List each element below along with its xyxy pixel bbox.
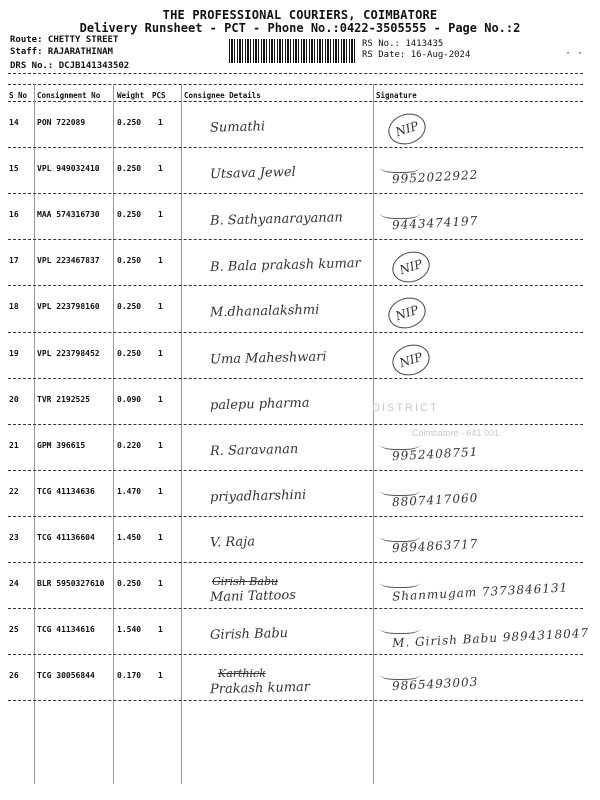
faded-stamp (372, 402, 582, 444)
row-pcs: 1 (158, 625, 163, 635)
row-weight: 0.090 (117, 394, 142, 404)
consignee-name: B. Sathyanarayanan (209, 210, 344, 229)
row-sno: 22 (9, 486, 19, 496)
row-weight: 0.250 (117, 302, 142, 312)
signature-text: 9443474197 (391, 213, 479, 233)
consignee-name: priyadharshini (209, 487, 307, 506)
col-divider (34, 84, 35, 784)
signature-scribble (380, 206, 420, 219)
row-separator (8, 608, 583, 609)
row-pcs: 1 (158, 440, 163, 450)
stamp-line-1: DISTRICT (372, 402, 439, 414)
signature-text: 9865493003 (391, 674, 479, 694)
row-weight: 1.540 (117, 625, 142, 635)
col-consignee: Consignee Details (184, 91, 261, 100)
row-pcs: 1 (158, 210, 163, 220)
row-weight: 0.250 (117, 164, 142, 174)
row-pcs: 1 (158, 532, 163, 542)
row-sno: 20 (9, 394, 19, 404)
signature-text: 9894863717 (391, 536, 479, 556)
row-weight: 0.170 (117, 671, 142, 681)
row-sno: 17 (9, 256, 19, 266)
row-consignment-no: GPM 396615 (37, 440, 86, 450)
row-sno: 23 (9, 532, 19, 542)
signature-text: M. Girish Babu 9894318047 (391, 625, 590, 651)
consignee-name: Utsava Jewel (209, 164, 296, 183)
route-label: Route: CHETTY STREET (10, 35, 119, 45)
row-consignment-no: BLR 5950327610 (37, 579, 105, 588)
row-consignment-no: TCG 41136604 (37, 532, 95, 542)
signature-text: 8807417060 (391, 490, 479, 510)
row-weight: 0.220 (117, 440, 142, 450)
header-bottom-rule (8, 101, 583, 102)
row-consignment-no: VPL 949032410 (37, 164, 100, 174)
row-weight: 0.250 (117, 579, 142, 588)
row-consignment-no: TCG 41134636 (37, 486, 95, 496)
row-sno: 16 (9, 210, 19, 220)
row-consignment-no: TCG 41134616 (37, 625, 95, 635)
runsheet-subtitle: Delivery Runsheet - PCT - Phone No.:0422-3505555 - Page No.:2 (79, 21, 521, 35)
struck-name: Girish Babu (212, 575, 279, 588)
rs-date: RS Date: 16-Aug-2024 (362, 50, 471, 60)
signature-scribble (380, 575, 420, 588)
row-sno: 25 (9, 625, 19, 635)
row-sno: 14 (9, 118, 19, 127)
col-signature: Signature (376, 91, 417, 100)
row-weight: 0.250 (117, 256, 142, 266)
col-divider (181, 84, 182, 784)
col-pcs: PCS (152, 91, 166, 100)
signature-text: 9952408751 (391, 444, 479, 463)
header-rule (8, 73, 583, 74)
row-pcs: 1 (158, 164, 163, 174)
consignee-name: Mani Tattoos (209, 587, 297, 606)
row-pcs: 1 (158, 348, 163, 358)
row-sno: 18 (9, 302, 19, 312)
col-divider (113, 84, 114, 784)
row-sno: 26 (9, 671, 19, 681)
row-pcs: 1 (158, 671, 163, 681)
consignee-name: Uma Maheshwari (209, 348, 327, 368)
barcode (229, 39, 357, 63)
signature-scribble (380, 621, 420, 634)
row-consignment-no: TCG 30056844 (37, 671, 95, 681)
row-weight: 1.450 (117, 532, 142, 542)
consignee-name: palepu pharma (209, 395, 310, 413)
consignee-name: R. Saravanan (209, 441, 299, 459)
table-top-rule (8, 84, 583, 85)
row-consignment-no: VPL 223467837 (37, 256, 100, 266)
signature-scribble (380, 667, 420, 680)
row-weight: 0.250 (117, 118, 142, 127)
consignee-name: B. Bala prakash kumar (209, 256, 361, 276)
consignee-name: Sumathi (209, 119, 266, 136)
nip-stamp: NIP (388, 339, 433, 379)
row-separator (8, 654, 583, 655)
row-pcs: 1 (158, 256, 163, 266)
row-pcs: 1 (158, 579, 163, 588)
row-separator (8, 700, 583, 701)
row-sno: 21 (9, 440, 19, 450)
pen-marks: · · (565, 48, 584, 59)
row-separator (8, 332, 583, 333)
signature-scribble (380, 483, 420, 496)
consignee-name: V. Raja (209, 534, 256, 551)
row-separator (8, 562, 583, 563)
consignee-name: Girish Babu (209, 626, 289, 644)
consignee-name: Prakash kumar (209, 679, 311, 698)
row-separator (8, 378, 583, 379)
row-pcs: 1 (158, 394, 163, 404)
signature-text: 9952022922 (391, 167, 479, 187)
row-sno: 19 (9, 348, 19, 358)
row-weight: 0.250 (117, 210, 142, 220)
col-weight: Weight (117, 91, 145, 100)
row-consignment-no: VPL 223798452 (37, 348, 100, 358)
nip-stamp: NIP (388, 247, 433, 287)
struck-name: Karthick (218, 667, 266, 681)
col-consignment: Consignment No (37, 91, 101, 100)
row-sno: 15 (9, 164, 19, 174)
signature-scribble (380, 160, 420, 173)
row-weight: 1.470 (117, 486, 142, 496)
col-sno: S No (9, 91, 28, 100)
row-pcs: 1 (158, 302, 163, 312)
signature-text: Shanmugam 7373846131 (391, 580, 569, 604)
row-sno: 24 (9, 579, 19, 588)
row-consignment-no: VPL 223798160 (37, 302, 100, 312)
signature-scribble (380, 529, 420, 542)
nip-stamp: NIP (384, 293, 429, 333)
row-pcs: 1 (158, 118, 163, 127)
row-separator (8, 470, 583, 471)
stamp-line-2: Coimbatore - 641 001 (412, 428, 500, 438)
staff-label: Staff: RAJARATHINAM (10, 47, 113, 57)
row-pcs: 1 (158, 486, 163, 496)
company-title: THE PROFESSIONAL COURIERS, COIMBATORE (162, 8, 438, 22)
row-separator (8, 147, 583, 148)
nip-stamp: NIP (384, 109, 429, 149)
rs-number: RS No.: 1413435 (362, 39, 444, 49)
row-separator (8, 285, 583, 286)
row-separator (8, 193, 583, 194)
row-separator (8, 516, 583, 517)
drs-number: DRS No.: DCJB141343502 (10, 61, 130, 71)
row-weight: 0.250 (117, 348, 142, 358)
row-consignment-no: MAA 574316730 (37, 210, 100, 220)
row-consignment-no: TVR 2192525 (37, 394, 90, 404)
row-separator (8, 239, 583, 240)
consignee-name: M.dhanalakshmi (209, 302, 320, 321)
row-consignment-no: PON 722089 (37, 118, 86, 127)
